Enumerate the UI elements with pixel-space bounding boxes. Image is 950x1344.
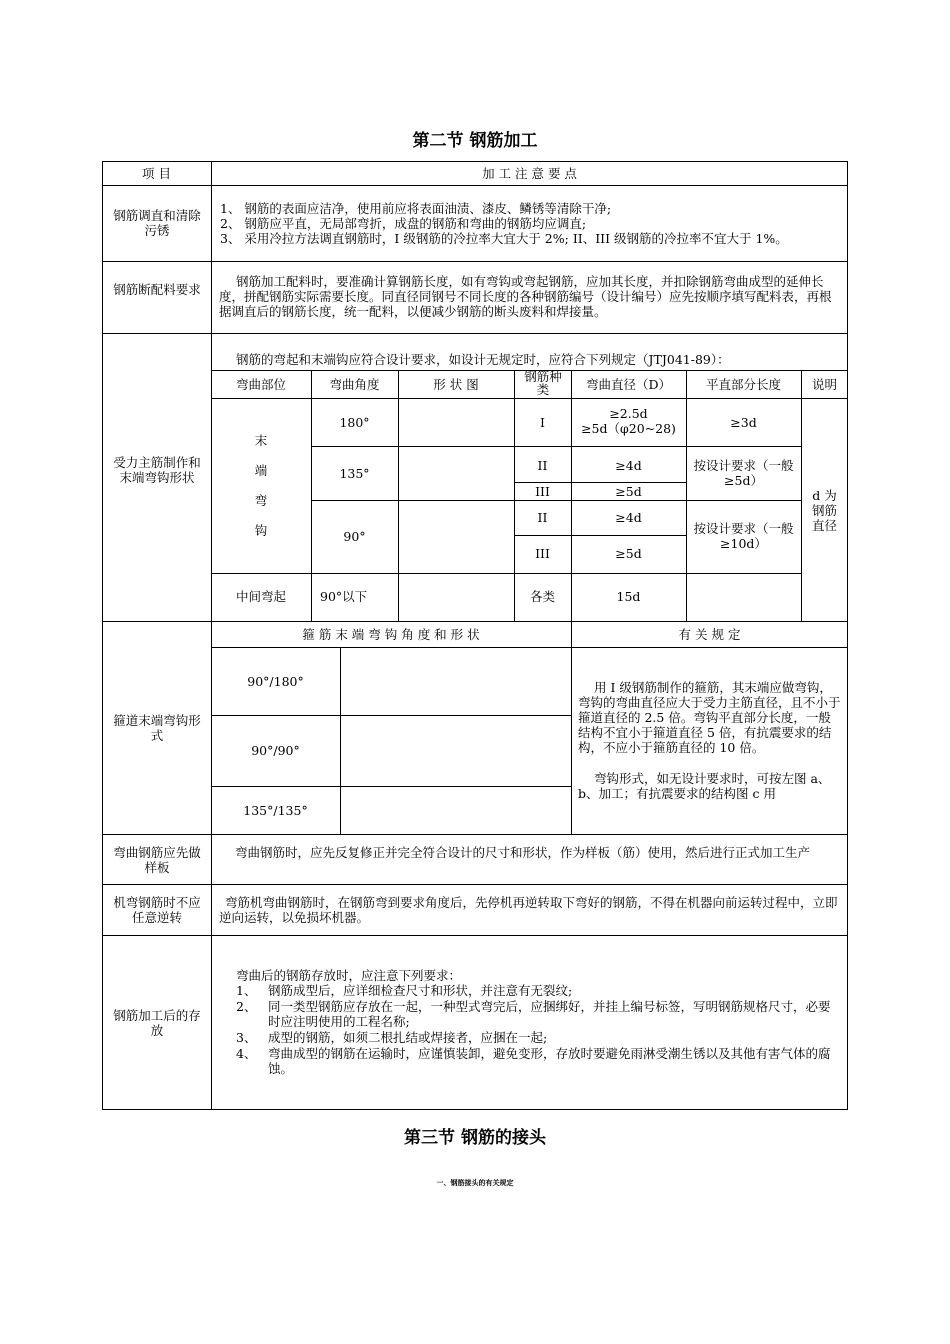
col-straight-length: 平直部分长度 [705, 377, 781, 392]
angle-90: 90° [343, 529, 366, 544]
row-label-template: 弯曲钢筋应先做样板 [113, 845, 201, 875]
row-label-straighten: 钢筋调直和清除污锈 [113, 208, 201, 238]
row-label-cutting: 钢筋断配料要求 [113, 282, 201, 297]
row-label-stirrup: 箍道末端弯钩形式 [113, 713, 201, 743]
header-points: 加 工 注 意 要 点 [482, 166, 577, 181]
section-title: 第二节 钢筋加工 [412, 131, 538, 151]
part-end-char: 端 [254, 463, 268, 478]
col-bend-diameter: 弯曲直径（D） [585, 377, 672, 392]
diameter-I: ≥2.5d [609, 406, 648, 421]
part-end-char: 弯 [254, 493, 268, 508]
mid-bend-grade: 各类 [529, 589, 555, 604]
grade-III: III [535, 484, 550, 499]
storage-num: 3、 [236, 1030, 257, 1045]
mid-bend-angle: 90°以下 [320, 589, 368, 604]
length-90: 按设计要求（一般≥10d） [693, 521, 794, 551]
header-item: 项 目 [142, 166, 171, 181]
subsection-title: 一、钢筋接头的有关规定 [436, 1179, 514, 1187]
diameter-II: ≥4d [615, 458, 642, 473]
mid-bend-diameter: 15d [616, 589, 641, 604]
diameter-I-large: ≥5d（φ20~28) [581, 421, 676, 436]
stirrup-rule-header: 有 关 规 定 [678, 627, 741, 642]
part-end-char: 末 [254, 433, 268, 448]
grade-I: I [540, 415, 545, 430]
storage-num: 1、 [236, 983, 257, 998]
template-text: 弯曲钢筋时，应先反复修正并完全符合设计的尺寸和形状，作为样板（筋）使用，然后进行正式加工生产 [235, 845, 811, 860]
row-label-main-bar: 受力主筋制作和末端弯钩形状 [113, 455, 201, 485]
cutting-text: 钢筋加工配料时，要准确计算钢筋长度，如有弯钩或弯起钢筋，应加其长度，并扣除钢筋弯曲成型的延伸长度，拼配钢筋实际需要长度。同直径同钢号不同长度的各种钢筋编号（设计编号）应先按顺序填写配料表，再根据调直后的钢筋长度，统一配料，以便减少钢筋的断头废料和焊接量。 [219, 274, 832, 319]
row-label-machine: 机弯钢筋时不应任意逆转 [113, 895, 201, 925]
stirrup-rule: 用 I 级钢筋制作的箍筋，其末端应做弯钩，弯钩的弯曲直径应大于受力主筋直径，且不小于箍道直径的 2.5 倍。弯钩平直部分长度，一般结构不宜小于箍道直径 5 倍，有抗震要求的结构，不应小于箍筋直径的 10 倍。 [578, 680, 841, 755]
storage-item: 钢筋成型后，应详细检查尺寸和形状，并注意有无裂纹; [268, 983, 573, 998]
mid-bend-part: 中间弯起 [235, 589, 286, 604]
length-180: ≥3d [730, 415, 757, 430]
col-bar-type: 钢筋种类 [524, 369, 562, 397]
length-135: 按设计要求（一般≥5d） [693, 458, 794, 488]
stirrup-angle: 90°/180° [247, 674, 304, 689]
storage-item: 弯曲成型的钢筋在运输时，应谨慎装卸，避免变形，存放时要避免雨淋受潮生锈以及其他有害气体的腐蚀。 [268, 1046, 831, 1076]
col-note: 说明 [811, 377, 837, 392]
part-end-char: 钩 [254, 523, 268, 538]
section-title: 第三节 钢筋的接头 [404, 1128, 546, 1148]
col-bend-part: 弯曲部位 [235, 377, 286, 392]
stirrup-angle: 90°/90° [251, 743, 300, 758]
row-label-storage: 钢筋加工后的存放 [113, 1008, 201, 1038]
storage-item: 同一类型钢筋应存放在一起，一种型式弯完后，应捆绑好，并挂上编号标签，写明钢筋规格尺寸，必要时应注明使用的工程名称; [268, 999, 831, 1029]
stirrup-rule: 弯钩形式，如无设计要求时，可按左图 a、b、加工；有抗震要求的结构图 c 用 [578, 771, 831, 801]
grade-II: II [537, 510, 548, 525]
list-item: 3、 采用冷拉方法调直钢筋时，I 级钢筋的冷拉率大宜大于 2%; II、III 级钢筋的冷拉率不宜大于 1%。 [220, 231, 788, 246]
grade-III: III [535, 546, 550, 561]
diameter-II: ≥4d [615, 510, 642, 525]
storage-intro: 弯曲后的钢筋存放时，应注意下列要求： [236, 968, 462, 983]
angle-180: 180° [339, 415, 370, 430]
machine-text: 弯筋机弯曲钢筋时，在钢筋弯到要求角度后，先停机再逆转取下弯好的钢筋，不得在机器向前运转过程中，立即逆向运转，以免损坏机器。 [219, 895, 838, 925]
storage-num: 4、 [236, 1046, 257, 1061]
storage-item: 成型的钢筋，如须二根扎结或焊接者，应捆在一起; [268, 1030, 548, 1045]
grade-II: II [537, 458, 548, 473]
angle-135: 135° [339, 466, 370, 481]
note-d: d 为钢筋直径 [811, 488, 837, 533]
stirrup-angle: 135°/135° [243, 803, 308, 818]
diameter-III: ≥5d [615, 546, 642, 561]
col-bend-angle: 弯曲角度 [329, 377, 380, 392]
col-shape: 形 状 图 [433, 377, 479, 392]
bend-intro: 钢筋的弯起和末端钩应符合设计要求，如设计无规定时，应符合下列规定（JTJ041-89）： [236, 352, 730, 367]
list-item: 1、 钢筋的表面应洁净，使用前应将表面油渍、漆皮、鳞锈等清除干净; [220, 201, 612, 216]
diameter-III: ≥5d [615, 484, 642, 499]
storage-num: 2、 [236, 999, 257, 1014]
stirrup-shape-header: 箍 筋 末 端 弯 钩 角 度 和 形 状 [302, 627, 480, 642]
list-item: 2、 钢筋应平直，无局部弯折，成盘的钢筋和弯曲的钢筋均应调直; [220, 216, 587, 231]
